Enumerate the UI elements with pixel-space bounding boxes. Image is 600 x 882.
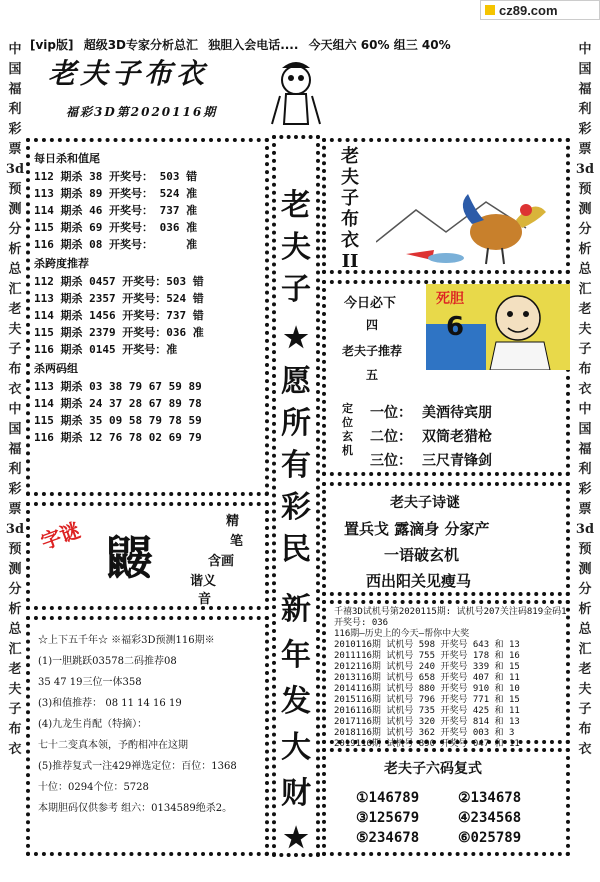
hotline: 独胆入会电话....	[208, 38, 299, 52]
six-code-title: 老夫子六码复式	[384, 761, 482, 777]
history-row: 2016116期 试机号 735 开奖号 425 和 11	[334, 706, 520, 716]
poem-line: 一语破玄机	[384, 546, 460, 564]
prediction-line: 十位：0294个位：5728	[38, 782, 149, 793]
brand-art-panel	[322, 138, 570, 274]
prediction-line: 本期胆码仅供参考 组六：0134589绝杀2。	[38, 803, 233, 814]
recommend-value: 五	[366, 368, 379, 382]
brand-square-icon	[485, 5, 495, 15]
six-code-item: ②134678	[458, 790, 522, 806]
riddle-word: 精	[226, 514, 240, 529]
riddle-word: 笔	[230, 534, 244, 549]
slogan-star-icon: ★	[283, 321, 309, 354]
six-code-item: ⑤234678	[356, 830, 420, 846]
sec3-row: 113 期杀 03 38 79 67 59 89	[34, 380, 202, 393]
sec2-title: 杀跨度推荐	[34, 257, 89, 270]
position-row	[370, 426, 492, 446]
slogan-char: 财	[281, 776, 311, 811]
history-row: 2012116期 试机号 240 开奖号 339 和 15	[334, 662, 520, 672]
riddle-word: 谐义	[190, 574, 217, 589]
sec3-row: 115 期杀 35 09 58 79 78 59	[34, 414, 202, 427]
prediction-line: ☆上下五千年☆ ※福彩3D预测116期※	[38, 635, 215, 646]
prediction-line: 35 47 19三位一体358	[38, 677, 142, 688]
right-side-band: 中国福利彩票3d预测分析总汇老夫子布衣中国福利彩票3d预测分析总汇老夫子布衣	[575, 42, 595, 757]
brand-char: II	[341, 251, 359, 272]
riddle-word: 含画	[208, 554, 235, 569]
sec2-row: 112 期杀 0457 开奖号：503 错	[34, 275, 204, 288]
history-row: 2014116期 试机号 880 开奖号 910 和 10	[334, 684, 520, 694]
slogan-char: 老	[281, 188, 311, 223]
history-head: 千禧3D试机号第2020115期: 试机号207关注码819金码1	[334, 607, 567, 617]
poem-line: 置兵戈 露滴身 分家产	[344, 520, 490, 538]
poem-title: 老夫子诗谜	[390, 495, 460, 511]
rank: 二位：	[370, 429, 412, 445]
sec3-row: 116 期杀 12 76 78 02 69 79	[34, 431, 202, 444]
brand-char: 子	[341, 188, 359, 209]
slogan-char: 有	[281, 448, 311, 483]
six-code-item: ⑥025789	[458, 830, 522, 846]
history-row: 2015116期 试机号 796 开奖号 771 和 15	[334, 695, 520, 705]
sec1-row: 113 期杀 89 开奖号： 524 准	[34, 187, 198, 200]
rank: 一位：	[370, 405, 412, 421]
issue-number: 福彩3D第2020116期	[66, 105, 218, 119]
rank: 三位：	[370, 453, 412, 469]
sec1-row: 115 期杀 69 开奖号： 036 准	[34, 221, 198, 234]
slogan-char: 年	[281, 638, 311, 673]
sec3-title: 杀两码组	[34, 362, 78, 375]
riddle-seal: 字谜	[37, 517, 84, 555]
headline: 超级3D专家分析总汇	[83, 38, 198, 52]
position-row	[370, 402, 492, 422]
brand-vertical-title	[340, 146, 360, 272]
six-code-item: ④234568	[458, 810, 522, 826]
prediction-line: (1)一胆跳跃03578二码推荐08	[38, 656, 177, 667]
today-label: 今日必下	[344, 296, 397, 311]
brand-char: 老	[341, 146, 359, 167]
site-watermark	[480, 0, 600, 20]
recommend-label: 老夫子推荐	[342, 344, 403, 358]
poem-panel	[322, 482, 570, 596]
prediction-panel	[26, 616, 269, 856]
sec1-row: 116 期杀 08 开奖号： 准	[34, 238, 198, 251]
cartoon-badge: 死胆	[436, 291, 464, 307]
phrase: 三尺青锋剑	[422, 453, 492, 469]
six-code-item: ③125679	[356, 810, 420, 826]
history-head: 116期—历史上的今天—帮你中大奖	[334, 629, 470, 639]
positions-panel	[322, 280, 570, 476]
page-title: 老夫子布衣	[48, 57, 209, 90]
left-side-band: 中国福利彩票3d预测分析总汇老夫子布衣中国福利彩票3d预测分析总汇老夫子布衣	[5, 42, 25, 757]
left-stats-panel	[26, 138, 269, 496]
riddle-glyph: 鼹	[106, 531, 152, 585]
slogan-char: 新	[281, 592, 311, 627]
sec1-row: 112 期杀 38 开奖号： 503 错	[34, 170, 198, 183]
position-row	[370, 450, 492, 470]
vip-tag: [vip版]	[30, 38, 74, 52]
history-head: 开奖号: 036	[334, 618, 389, 628]
phrase: 美酒待宾朋	[422, 405, 492, 421]
history-row: 2013116期 试机号 658 开奖号 407 和 11	[334, 673, 520, 683]
slogan-char: 发	[281, 684, 311, 719]
history-row: 2018116期 试机号 362 开奖号 003 和 3	[334, 728, 515, 738]
sec1-row: 114 期杀 46 开奖号： 737 准	[34, 204, 198, 217]
poem-line: 西出阳关见瘦马	[366, 572, 472, 590]
today-value: 四	[366, 318, 379, 332]
six-code-item: ①146789	[356, 790, 420, 806]
brand-char: 布	[341, 209, 359, 230]
history-panel	[322, 600, 570, 749]
prediction-line: (4)九龙生肖配（特摘）：	[38, 719, 148, 730]
slogan-char: 愿	[281, 364, 311, 399]
sec2-row: 114 期杀 1456 开奖号：737 错	[34, 309, 204, 322]
today-ratio: 今天组六 60% 组三 40%	[308, 38, 451, 52]
watermark-text: cz89.com	[499, 2, 558, 18]
sec1-title: 每日杀和值尾	[34, 152, 100, 165]
laofuzi-figure-icon	[262, 56, 328, 126]
slogan-char: 子	[281, 272, 311, 307]
history-row: 2011116期 试机号 755 开奖号 178 和 16	[334, 651, 520, 661]
slogan-char: 所	[281, 406, 311, 441]
riddle-panel	[26, 502, 269, 610]
rooster-landscape-icon	[376, 172, 566, 268]
prediction-line: (5)推荐复式一注429禅选定位：百位：1368	[38, 761, 237, 772]
cartoon-number: 6	[446, 312, 465, 342]
slogan-char: 大	[281, 730, 311, 765]
slogan-char: 民	[281, 532, 311, 567]
phrase: 双筒老猎枪	[422, 429, 492, 445]
brand-char: 衣	[341, 230, 359, 251]
prediction-line: (3)和值推荐： 08 11 14 16 19	[38, 698, 182, 709]
slogan-char: 彩	[281, 490, 311, 525]
history-row: 2010116期 试机号 598 开奖号 643 和 13	[334, 640, 520, 650]
history-row: 2017116期 试机号 320 开奖号 814 和 13	[334, 717, 520, 727]
brand-char: 夫	[341, 167, 359, 188]
sec2-row: 113 期杀 2357 开奖号：524 错	[34, 292, 204, 305]
history-row: 2019116期 试机号 890 开奖号 047 和 11	[334, 739, 520, 749]
prediction-line: 七十二变真本领，予酌相冲在这期	[38, 740, 188, 751]
sec3-row: 114 期杀 24 37 28 67 89 78	[34, 397, 202, 410]
slogan-star-icon: ★	[283, 821, 309, 854]
riddle-word: 音	[198, 592, 212, 607]
sec2-row: 115 期杀 2379 开奖号：036 准	[34, 326, 204, 339]
cartoon-card	[426, 284, 570, 370]
slogan-char: 夫	[281, 230, 311, 265]
six-code-panel	[322, 748, 570, 856]
sec2-row: 116 期杀 0145 开奖号：准	[34, 343, 178, 356]
position-label: 定位玄机	[342, 402, 353, 457]
